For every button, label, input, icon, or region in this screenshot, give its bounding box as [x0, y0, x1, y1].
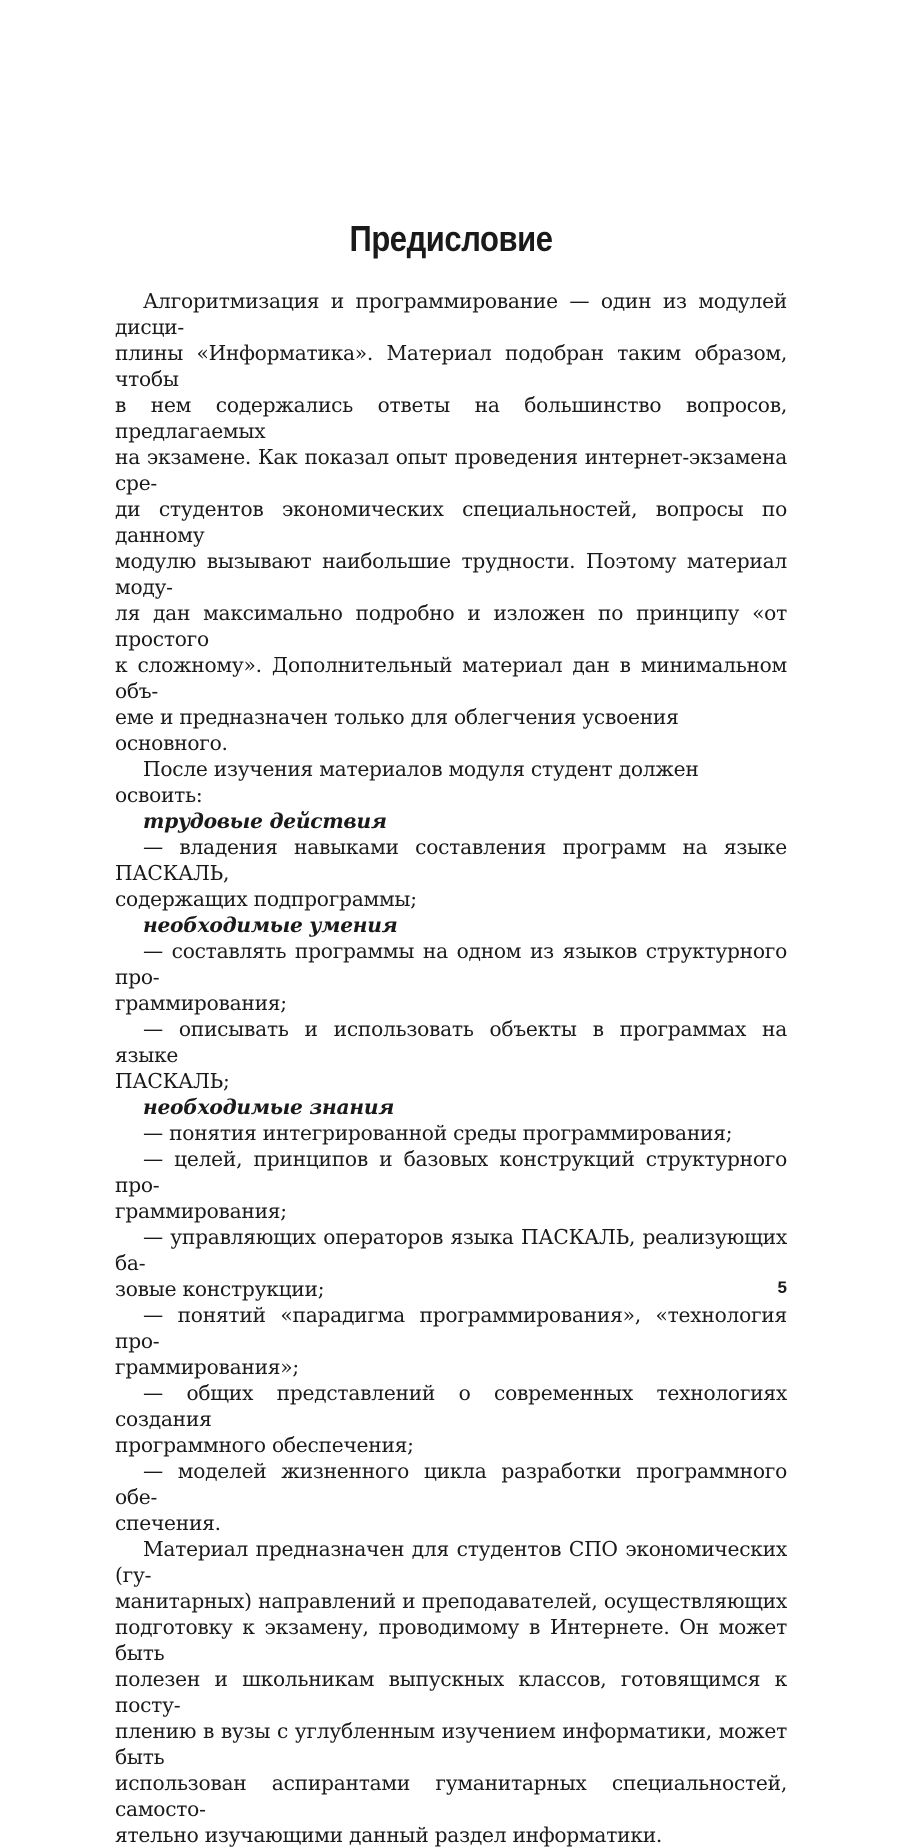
text-line: граммирования;: [115, 1199, 287, 1223]
list-item-cont: [115, 1276, 787, 1302]
text-line: — владения навыками составления программ на языке ПАСКАЛЬ,: [115, 835, 787, 885]
outro-paragraph-cont: [115, 1588, 787, 1848]
after-study-line: После изучения материалов модуля студент должен освоить:: [115, 757, 699, 807]
knowledge-heading: необходимые знания: [143, 1095, 395, 1119]
text-line: модулю вызывают наибольшие трудности. Поэтому материал моду-: [115, 549, 787, 599]
text-line: к сложному». Дополнительный материал дан в минимальном объ-: [115, 653, 787, 703]
text-line: полезен и школьникам выпускных классов, готовящимся к посту-: [115, 1667, 787, 1717]
text-line: спечения.: [115, 1511, 221, 1535]
list-item: [115, 1380, 787, 1432]
list-item: [115, 1458, 787, 1510]
text-line: программного обеспечения;: [115, 1433, 414, 1457]
text-line: содержащих подпрограммы;: [115, 887, 417, 911]
text-line: — общих представлений о современных технологиях создания: [115, 1381, 787, 1431]
text-line: еме и предназначен только для облегчения усвоения основного.: [115, 705, 679, 755]
text-line: — понятий «парадигма программирования», «технология про-: [115, 1303, 787, 1353]
intro-paragraph: [115, 288, 787, 340]
text-line: ПАСКАЛЬ;: [115, 1069, 230, 1093]
text-line: ля дан максимально подробно и изложен по принципу «от простого: [115, 601, 787, 651]
text-line: — моделей жизненного цикла разработки программного обе-: [115, 1459, 787, 1509]
text-line: граммирования;: [115, 991, 287, 1015]
list-item: — понятия интегрированной среды программирования;: [143, 1121, 733, 1145]
text-line: зовые конструкции;: [115, 1277, 325, 1301]
text-line: в нем содержались ответы на большинство вопросов, предлагаемых: [115, 393, 787, 443]
intro-paragraph-cont: [115, 340, 787, 756]
list-item: [115, 1016, 787, 1068]
text-line: — целей, принципов и базовых конструкций структурного про-: [115, 1147, 787, 1197]
preface-body: [115, 288, 787, 1848]
text-line: подготовку к экзамену, проводимому в Интернете. Он может быть: [115, 1615, 787, 1665]
list-item-cont: [115, 1068, 787, 1094]
text-line: — составлять программы на одном из языков структурного про-: [115, 939, 787, 989]
list-item: [115, 1146, 787, 1198]
page-title: Предисловие: [349, 218, 553, 259]
skills-heading: необходимые умения: [143, 913, 398, 937]
list-item: [115, 1302, 787, 1354]
page-number: 5: [777, 1278, 787, 1297]
list-item-cont: [115, 990, 787, 1016]
text-line: ятельно изучающими данный раздел информатики.: [115, 1823, 663, 1847]
list-item: [115, 938, 787, 990]
list-item: [115, 834, 787, 886]
book-page: [115, 0, 787, 1847]
list-item-cont: [115, 1510, 787, 1536]
text-line: манитарных) направлений и преподавателей, осуществляющих: [115, 1589, 787, 1613]
list-item-cont: [115, 1354, 787, 1380]
labor-actions-heading: трудовые действия: [143, 809, 387, 833]
list-item-cont: [115, 1432, 787, 1458]
text-line: Алгоритмизация и программирование — один из модулей дисци-: [115, 289, 787, 339]
list-item: [115, 1224, 787, 1276]
text-line: Материал предназначен для студентов СПО экономических (гу-: [115, 1537, 787, 1587]
text-line: плению в вузы с углубленным изучением информатики, может быть: [115, 1719, 787, 1769]
list-item-cont: [115, 1198, 787, 1224]
text-line: на экзамене. Как показал опыт проведения интернет-экзамена сре-: [115, 445, 787, 495]
text-line: использован аспирантами гуманитарных специальностей, самосто-: [115, 1771, 787, 1821]
list-item-cont: [115, 886, 787, 912]
text-line: плины «Информатика». Материал подобран таким образом, чтобы: [115, 341, 787, 391]
text-line: — управляющих операторов языка ПАСКАЛЬ, реализующих ба-: [115, 1225, 787, 1275]
text-line: граммирования»;: [115, 1355, 299, 1379]
text-line: — описывать и использовать объекты в программах на языке: [115, 1017, 787, 1067]
outro-paragraph: [115, 1536, 787, 1588]
text-line: ди студентов экономических специальностей, вопросы по данному: [115, 497, 787, 547]
